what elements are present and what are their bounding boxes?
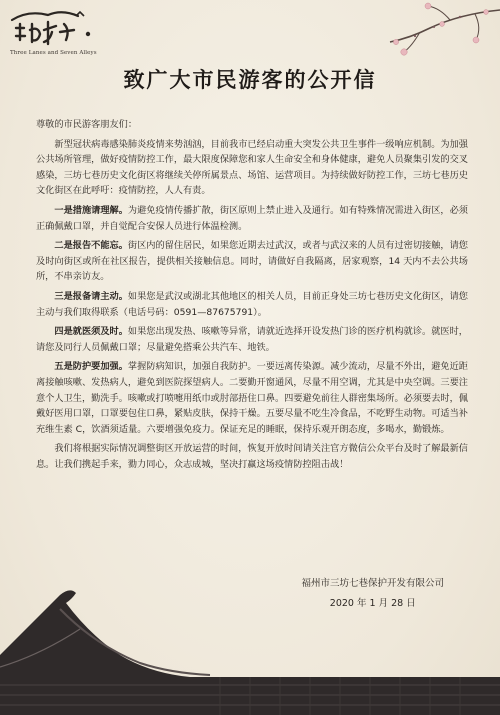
paragraph-protection: 五是防护要加强。掌握防病知识，加强自我防护。一要远离传染源。减少流动，尽量不外出，避免近距离接触咳嗽、发热病人，避免到医院探望病人。二要勤开窗通风，尽量不用空调，尤其是中央空调。三要注意个人卫生，勤洗手。咳嗽或打喷嚏用纸巾或肘部捂住口鼻。四要避免前往人群密集场所。必须要去时，佩戴好医用口罩，口罩要包住口鼻，紧贴皮肤，保持干燥。五要尽量不吃生冷食品，不吃野生动物。可适当补充维生素 C，饮酒须适量。六要增强免疫力。保证充足的睡眠，保持乐观开朗态度，多喝水，勤锻炼。 (36, 361, 468, 435)
signature-org: 福州市三坊七巷保护开发有限公司 (301, 578, 444, 589)
page-title: 致广大市民游客的公开信 (123, 67, 377, 92)
plum-blossom-branch-icon (300, 0, 500, 70)
paragraph-medical: 四是就医须及时。如果您出现发热、咳嗽等异常，请就近选择开设发热门诊的医疗机构就诊。就医时，请您及同行人员佩戴口罩；尽量避免搭乘公共汽车、地铁。 (36, 326, 468, 353)
paragraph-measures: 一是措施请理解。为避免疫情传播扩散，街区原则上禁止进入及通行。如有特殊情况需进入街区，必须正确佩戴口罩，并自觉配合安保人员进行体温检测。 (36, 204, 468, 232)
paragraph-intro: 新型冠状病毒感染肺炎疫情来势汹汹，目前我市已经启动重大突发公共卫生事件一级响应机制。为加强公共场所管理，做好疫情防控工作，最大限度保障您和家人生命安全和身体健康，避免人员聚集引发的交叉感染，三坊七巷历史文化街区将继续关停所属景点、场馆、运营项目。为持续做好防控工作，三坊七巷历史文化街区在此呼吁：疫情防控，人人有责。 (36, 138, 468, 197)
logo-mark-icon (8, 6, 100, 52)
paragraph-closing: 我们将根据实际情况调整街区开放运营的时间，恢复开放时间请关注官方微信公众平台及时了解最新信息。让我们携起手来，勠力同心，众志成城，坚决打赢这场疫情防控阻击战！ (36, 443, 468, 470)
signature-date: 2020 年 1 月 28 日 (329, 598, 416, 609)
letter-body (36, 117, 468, 476)
logo-subtitle: Three Lanes and Seven Alleys (10, 50, 97, 56)
paragraph-register: 三是报备请主动。如果您是武汉或湖北其他地区的相关人员，目前正身处三坊七巷历史文化街区，请您主动与我们取得联系（电话号码：0591—87675791）。 (36, 290, 468, 318)
traditional-roof-illustration (0, 585, 500, 715)
logo (8, 6, 100, 60)
greeting: 尊敬的市民游客朋友们： (36, 119, 138, 130)
paragraph-report: 二是报告不能忘。街区内的留住居民，如果您近期去过武汉，或者与武汉来的人员有过密切接触，请您及时向街区或所在社区报告，提供相关接触信息。同时，请做好自我隔离，居家观察，14 天内不去公共场所，不串亲访友。 (36, 240, 468, 283)
